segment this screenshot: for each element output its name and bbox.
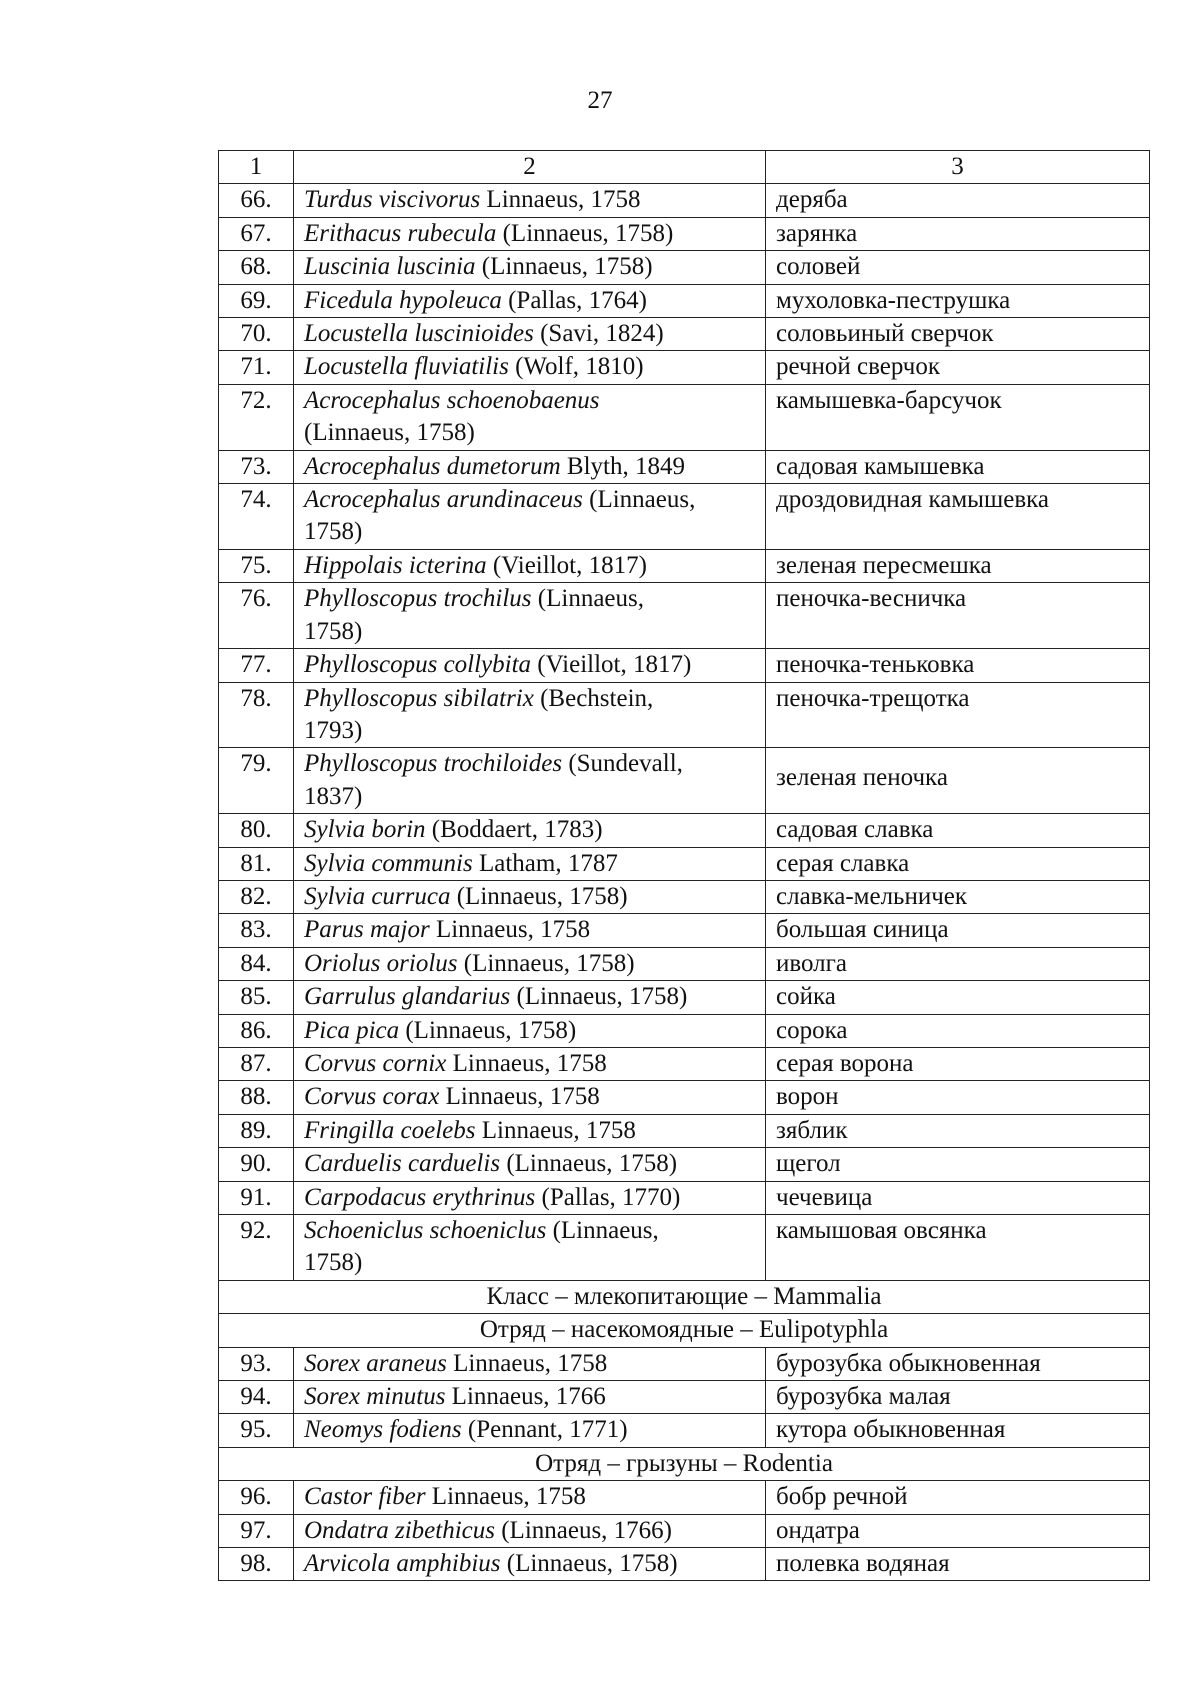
common-name-text: садовая славка [776, 816, 934, 844]
species-common-name [766, 484, 1150, 550]
author-citation: Linnaeus, 1758 [446, 1049, 607, 1077]
latin-name: Corvus corax [304, 1083, 440, 1111]
species-number: 93. [219, 1347, 294, 1380]
author-citation: Linnaeus, 1758 [429, 916, 591, 944]
table-row [219, 1148, 1150, 1181]
species-scientific-name [294, 1148, 766, 1181]
common-name-text: серая ворона [776, 1049, 914, 1077]
species-common-name [766, 748, 1150, 814]
species-number: 70. [219, 318, 294, 351]
table-row [219, 583, 1150, 649]
table-row [219, 1047, 1150, 1080]
table-row [219, 1514, 1150, 1547]
species-number: 96. [219, 1481, 294, 1514]
common-name-text: камышевка-барсучок [776, 386, 1002, 414]
latin-name: Phylloscopus trochiloides [304, 750, 563, 778]
author-citation: Blyth, 1849 [560, 452, 685, 480]
author-citation: Linnaeus, 1766 [445, 1383, 606, 1411]
page-number: 27 [587, 87, 613, 114]
species-common-name [766, 318, 1150, 351]
common-name-text: полевка водяная [776, 1550, 950, 1578]
latin-name: Carpodacus erythrinus [304, 1183, 536, 1211]
species-scientific-name [294, 1347, 766, 1380]
species-number: 82. [219, 880, 294, 913]
species-scientific-name [294, 1047, 766, 1080]
species-number: 85. [219, 981, 294, 1014]
species-scientific-name [294, 318, 766, 351]
latin-name: Oriolus oriolus [304, 949, 458, 977]
latin-name: Arvicola amphibius [304, 1550, 501, 1578]
species-common-name [766, 450, 1150, 483]
species-number: 88. [219, 1081, 294, 1114]
author-citation-continued: 1758) [304, 617, 363, 645]
section-row [219, 1280, 1150, 1313]
species-common-name [766, 1414, 1150, 1447]
author-citation: (Linnaeus, 1758) [496, 219, 674, 247]
species-number: 89. [219, 1114, 294, 1147]
common-name-text: зеленая пеночка [776, 764, 948, 792]
table-row [219, 184, 1150, 217]
section-heading: Класс – млекопитающие – Mammalia [219, 1280, 1150, 1313]
species-number: 92. [219, 1215, 294, 1281]
species-scientific-name [294, 484, 766, 550]
species-number: 80. [219, 814, 294, 847]
common-name-text: соловей [776, 253, 861, 281]
author-citation: (Linnaeus, 1758) [450, 882, 628, 910]
author-citation-continued: 1758) [304, 1249, 363, 1277]
table-row [219, 649, 1150, 682]
latin-name: Garrulus glandarius [304, 983, 511, 1011]
section-row [219, 1314, 1150, 1347]
common-name-text: деряба [776, 186, 848, 214]
latin-name: Sylvia borin [304, 816, 426, 844]
species-number: 68. [219, 251, 294, 284]
table-row [219, 748, 1150, 814]
author-citation: (Linnaeus, [582, 486, 696, 514]
author-citation: (Linnaeus, 1758) [475, 253, 653, 281]
common-name-text: мухоловка-пеструшка [776, 286, 1011, 314]
table-row [219, 914, 1150, 947]
species-number: 77. [219, 649, 294, 682]
species-number: 97. [219, 1514, 294, 1547]
species-scientific-name [294, 450, 766, 483]
species-common-name [766, 384, 1150, 450]
latin-name: Sylvia communis [304, 849, 473, 877]
section-row [219, 1447, 1150, 1480]
table-row [219, 1414, 1150, 1447]
author-citation: (Linnaeus, 1758) [399, 1016, 577, 1044]
table-row [219, 284, 1150, 317]
species-number: 87. [219, 1047, 294, 1080]
species-scientific-name [294, 1215, 766, 1281]
author-citation: Linnaeus, 1758 [480, 186, 641, 214]
latin-name: Corvus cornix [304, 1049, 447, 1077]
species-table [218, 150, 1150, 1581]
table-body [219, 151, 1150, 1581]
species-number: 73. [219, 450, 294, 483]
species-common-name [766, 981, 1150, 1014]
latin-name: Phylloscopus trochilus [304, 585, 532, 613]
author-citation: (Pallas, 1770) [535, 1183, 681, 1211]
section-heading: Отряд – насекомоядные – Eulipotyphla [219, 1314, 1150, 1347]
species-common-name [766, 880, 1150, 913]
species-number: 86. [219, 1014, 294, 1047]
species-scientific-name [294, 1381, 766, 1414]
species-scientific-name [294, 914, 766, 947]
species-common-name [766, 549, 1150, 582]
common-name-text: соловьиный сверчок [776, 320, 994, 348]
table-row [219, 251, 1150, 284]
author-citation: (Pennant, 1771) [461, 1416, 628, 1444]
species-number: 69. [219, 284, 294, 317]
common-name-text: зарянка [776, 219, 858, 247]
species-common-name [766, 184, 1150, 217]
column-header-number: 1 [219, 151, 294, 184]
author-citation-continued: 1758) [304, 518, 363, 546]
species-common-name [766, 284, 1150, 317]
latin-name: Sorex minutus [304, 1383, 446, 1411]
species-common-name [766, 814, 1150, 847]
table-row [219, 450, 1150, 483]
table-row [219, 1081, 1150, 1114]
species-common-name [766, 1047, 1150, 1080]
author-citation: (Linnaeus, 1766) [494, 1516, 673, 1544]
table-row [219, 217, 1150, 250]
common-name-text: большая синица [776, 916, 949, 944]
author-citation: (Linnaeus, 1758) [500, 1550, 678, 1578]
author-citation-continued: 1837) [304, 782, 363, 810]
author-citation-continued: 1793) [304, 716, 363, 744]
species-scientific-name [294, 384, 766, 450]
species-common-name [766, 682, 1150, 748]
species-common-name [766, 351, 1150, 384]
species-scientific-name [294, 814, 766, 847]
latin-name: Acrocephalus schoenobaenus [304, 386, 600, 414]
species-common-name [766, 1548, 1150, 1581]
latin-name: Sylvia curruca [304, 882, 451, 910]
table-row [219, 847, 1150, 880]
table-row [219, 1215, 1150, 1281]
author-citation: (Linnaeus, [531, 585, 644, 613]
species-scientific-name [294, 217, 766, 250]
author-citation: Linnaeus, 1758 [475, 1116, 636, 1144]
latin-name: Sorex araneus [304, 1349, 447, 1377]
table-header-row [219, 151, 1150, 184]
author-citation: Latham, 1787 [472, 849, 618, 877]
species-scientific-name [294, 1081, 766, 1114]
common-name-text: дроздовидная камышевка [776, 486, 1049, 514]
table-row [219, 880, 1150, 913]
author-citation: (Vieillot, 1817) [531, 651, 692, 679]
table-row [219, 1481, 1150, 1514]
latin-name: Acrocephalus arundinaceus [304, 486, 583, 514]
species-common-name [766, 1014, 1150, 1047]
species-scientific-name [294, 1014, 766, 1047]
latin-name: Schoeniclus schoeniclus [304, 1217, 547, 1244]
species-scientific-name [294, 1181, 766, 1214]
common-name-text: пеночка-теньковка [776, 651, 975, 679]
table-row [219, 1381, 1150, 1414]
species-number: 84. [219, 947, 294, 980]
common-name-text: бобр речной [776, 1483, 908, 1511]
species-common-name [766, 1481, 1150, 1514]
species-scientific-name [294, 947, 766, 980]
common-name-text: сорока [776, 1016, 848, 1044]
species-scientific-name [294, 1114, 766, 1147]
species-common-name [766, 649, 1150, 682]
table-row [219, 318, 1150, 351]
table-row [219, 351, 1150, 384]
section-heading: Отряд – грызуны – Rodentia [219, 1447, 1150, 1480]
column-header-latin-name: 2 [294, 151, 766, 184]
species-scientific-name [294, 1548, 766, 1581]
common-name-text: сойка [776, 983, 836, 1011]
table-row [219, 814, 1150, 847]
author-citation: Linnaeus, 1758 [439, 1083, 600, 1111]
species-scientific-name [294, 880, 766, 913]
species-common-name [766, 251, 1150, 284]
species-number: 81. [219, 847, 294, 880]
latin-name: Parus major [304, 916, 430, 944]
table-row [219, 384, 1150, 450]
species-common-name [766, 914, 1150, 947]
author-citation: (Wolf, 1810) [508, 353, 644, 381]
author-citation: (Bechstein, [533, 684, 654, 712]
latin-name: Ficedula hypoleuca [304, 286, 502, 314]
species-scientific-name [294, 649, 766, 682]
common-name-text: садовая камышевка [776, 452, 985, 480]
latin-name: Castor fiber [304, 1483, 426, 1511]
common-name-text: славка-мельничек [776, 882, 968, 910]
species-number: 76. [219, 583, 294, 649]
common-name-text: иволга [776, 949, 848, 977]
species-number: 71. [219, 351, 294, 384]
common-name-text: камышовая овсянка [776, 1217, 987, 1244]
species-common-name [766, 217, 1150, 250]
species-scientific-name [294, 682, 766, 748]
table-row [219, 484, 1150, 550]
latin-name: Erithacus rubecula [304, 219, 497, 247]
author-citation: (Vieillot, 1817) [486, 551, 647, 579]
latin-name: Locustella fluviatilis [304, 353, 509, 381]
author-citation: (Linnaeus, 1758) [510, 983, 688, 1011]
common-name-text: кутора обыкновенная [776, 1416, 1006, 1444]
latin-name: Phylloscopus sibilatrix [304, 684, 534, 712]
species-number: 98. [219, 1548, 294, 1581]
table-row [219, 682, 1150, 748]
species-scientific-name [294, 583, 766, 649]
common-name-text: чечевица [776, 1183, 873, 1211]
table-row [219, 1014, 1150, 1047]
species-common-name [766, 947, 1150, 980]
species-common-name [766, 1347, 1150, 1380]
species-common-name [766, 1381, 1150, 1414]
species-number: 90. [219, 1148, 294, 1181]
species-scientific-name [294, 1514, 766, 1547]
latin-name: Fringilla coelebs [304, 1116, 476, 1144]
table-row [219, 1548, 1150, 1581]
species-scientific-name [294, 1481, 766, 1514]
species-number: 67. [219, 217, 294, 250]
latin-name: Luscinia luscinia [304, 253, 476, 281]
common-name-text: зяблик [776, 1116, 848, 1144]
species-common-name [766, 1181, 1150, 1214]
common-name-text: ондатра [776, 1516, 860, 1544]
author-citation: (Linnaeus, 1758) [500, 1150, 678, 1178]
common-name-text: зеленая пересмешка [776, 551, 992, 579]
species-number: 91. [219, 1181, 294, 1214]
latin-name: Carduelis carduelis [304, 1150, 501, 1178]
latin-name: Hippolais icterina [304, 551, 487, 579]
species-scientific-name [294, 284, 766, 317]
species-number: 75. [219, 549, 294, 582]
author-citation: (Savi, 1824) [533, 320, 664, 348]
author-citation: (Boddaert, 1783) [425, 816, 603, 844]
species-number: 83. [219, 914, 294, 947]
species-common-name [766, 1081, 1150, 1114]
latin-name: Ondatra zibethicus [304, 1516, 495, 1544]
species-number: 95. [219, 1414, 294, 1447]
latin-name: Locustella luscinioides [304, 320, 534, 348]
species-number: 78. [219, 682, 294, 748]
species-scientific-name [294, 1414, 766, 1447]
latin-name: Turdus viscivorus [304, 186, 481, 214]
common-name-text: бурозубка малая [776, 1383, 951, 1411]
table-row [219, 1114, 1150, 1147]
species-common-name [766, 1114, 1150, 1147]
latin-name: Pica pica [304, 1016, 400, 1044]
species-common-name [766, 847, 1150, 880]
latin-name: Neomys fodiens [304, 1416, 462, 1444]
species-scientific-name [294, 981, 766, 1014]
species-common-name [766, 1148, 1150, 1181]
table-row [219, 1347, 1150, 1380]
species-number: 94. [219, 1381, 294, 1414]
species-number: 66. [219, 184, 294, 217]
common-name-text: пеночка-трещотка [776, 684, 970, 712]
common-name-text: щегол [776, 1150, 841, 1178]
table-row [219, 549, 1150, 582]
species-scientific-name [294, 251, 766, 284]
species-number: 79. [219, 748, 294, 814]
species-common-name [766, 1215, 1150, 1281]
table-row [219, 1181, 1150, 1214]
author-citation: (Sundevall, [562, 750, 683, 778]
species-scientific-name [294, 847, 766, 880]
species-scientific-name [294, 184, 766, 217]
column-header-common-name: 3 [766, 151, 1150, 184]
author-citation: (Pallas, 1764) [501, 286, 647, 314]
author-citation: (Linnaeus, [546, 1217, 659, 1244]
author-citation: Linnaeus, 1758 [425, 1483, 586, 1511]
common-name-text: ворон [776, 1083, 839, 1111]
species-common-name [766, 583, 1150, 649]
table-row [219, 981, 1150, 1014]
common-name-text: речной сверчок [776, 353, 941, 381]
latin-name: Acrocephalus dumetorum [304, 452, 561, 480]
species-scientific-name [294, 549, 766, 582]
species-number: 72. [219, 384, 294, 450]
table-row [219, 947, 1150, 980]
latin-name: Phylloscopus collybita [304, 651, 532, 679]
common-name-text: серая славка [776, 849, 910, 877]
species-common-name [766, 1514, 1150, 1547]
author-citation: (Linnaeus, 1758) [457, 949, 635, 977]
author-citation: Linnaeus, 1758 [446, 1349, 608, 1377]
species-scientific-name [294, 748, 766, 814]
species-scientific-name [294, 351, 766, 384]
species-number: 74. [219, 484, 294, 550]
common-name-text: пеночка-весничка [776, 585, 967, 613]
author-citation: (Linnaeus, 1758) [304, 419, 475, 447]
common-name-text: бурозубка обыкновенная [776, 1349, 1041, 1377]
